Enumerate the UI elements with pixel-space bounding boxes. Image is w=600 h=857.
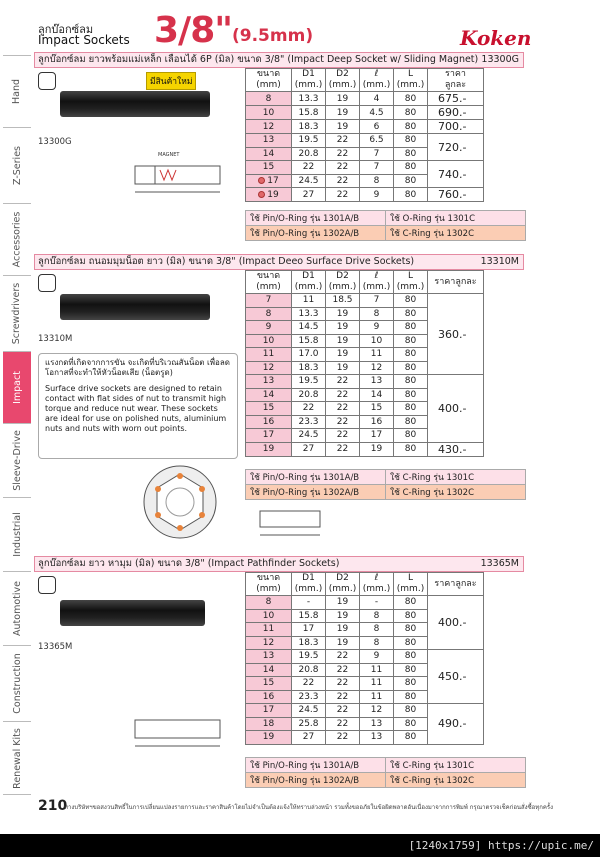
dimension-cell: 19 [326,334,360,348]
dimension-cell: 17.0 [292,348,326,362]
dimension-cell: 19 [326,106,360,120]
page-number: 210 [38,798,68,814]
dimension-cell: 13 [360,375,394,389]
socket-size-cell: 8 [246,307,292,321]
dimension-cell: 18.3 [292,361,326,375]
dimension-cell: 19 [326,92,360,106]
oring-table-3 [245,757,526,788]
oring-row [246,485,526,500]
dimension-cell: 22 [326,663,360,677]
dimension-cell: 19 [326,348,360,362]
socket-image-13310m [60,294,210,320]
dimension-cell: 22 [326,677,360,691]
dimension-cell: 15.8 [292,609,326,623]
dimension-cell: 80 [394,636,428,650]
socket-size-cell: 16 [246,415,292,429]
pathfinder-icon [38,576,56,594]
oring-cell: ใช้ C-Ring รุ่น 1302C [386,485,526,500]
tab-construction[interactable]: Construction [3,645,31,721]
dimension-cell: 19.5 [292,650,326,664]
dimension-cell: 11 [360,690,394,704]
dimension-cell: 15.8 [292,106,326,120]
price-cell: 400.- [428,596,484,650]
dimension-cell: 80 [394,294,428,308]
dimension-cell: 19 [326,636,360,650]
col-price: ราคาลูกละ [428,271,484,294]
dimension-cell: 80 [394,106,428,120]
dimension-cell: 22 [326,147,360,161]
dimension-cell: 19.5 [292,134,326,148]
dimension-cell: 14 [360,388,394,402]
oring-cell: ใช้ C-Ring รุ่น 1302C [386,226,526,241]
section-1-code: 13300G [481,54,519,65]
socket-size-cell: 15 [246,161,292,175]
dimension-cell: 80 [394,442,428,456]
dimension-cell: 22 [326,704,360,718]
dimension-cell: 16 [360,415,394,429]
dimension-cell: 13 [360,717,394,731]
header-title-en: Impact Sockets [38,33,130,47]
dimension-cell: 6 [360,120,394,134]
dimension-cell: 80 [394,717,428,731]
dimension-cell: 19 [326,361,360,375]
oring-cell: ใช้ O-Ring รุ่น 1301C [386,211,526,226]
dimension-cell: 10 [360,334,394,348]
tab-automotive[interactable]: Automotive [3,571,31,645]
dimension-cell: 80 [394,429,428,443]
dimension-cell: 8 [360,174,394,188]
price-cell: 490.- [428,704,484,745]
dimension-cell: 8 [360,609,394,623]
socket-size-cell: 11 [246,623,292,637]
oring-cell: ใช้ C-Ring รุ่น 1301C [386,758,526,773]
col-d2: D2 (mm.) [326,69,360,92]
dimension-cell: 22 [326,731,360,745]
dimension-cell: 80 [394,663,428,677]
table-row [246,92,484,106]
hex-6p-icon [38,72,56,90]
dimension-cell: 22 [292,402,326,416]
dimension-cell: 12 [360,704,394,718]
col-l-small: ℓ (mm.) [360,271,394,294]
section-3-code: 13365M [480,558,519,569]
col-d2: D2 (mm.) [326,573,360,596]
dimension-cell: 22 [326,134,360,148]
dimension-cell: 80 [394,596,428,610]
socket-size-cell: 13 [246,375,292,389]
dimension-cell: 27 [292,731,326,745]
socket-size-cell: 17 [246,429,292,443]
price-cell: 690.- [428,106,484,120]
dimension-cell: 80 [394,690,428,704]
dimension-cell: 22 [326,188,360,202]
tab-screwdrivers[interactable]: Screwdrivers [3,275,31,351]
socket-size-cell: 19 [246,731,292,745]
dimension-cell: 18.5 [326,294,360,308]
category-tabs [3,55,31,795]
dimension-cell: 19 [326,307,360,321]
socket-size-cell: 12 [246,636,292,650]
col-d2: D2 (mm.) [326,271,360,294]
dimension-cell: 19 [326,596,360,610]
dimension-cell: 80 [394,375,428,389]
table-row [246,294,484,308]
socket-size-cell: 12 [246,361,292,375]
dimension-cell: 19 [360,442,394,456]
price-cell: 760.- [428,188,484,202]
col-l-large: L (mm.) [394,271,428,294]
price-cell: 720.- [428,134,484,161]
dimension-cell: 17 [292,623,326,637]
dimension-cell: 22 [326,429,360,443]
dimension-cell: 19 [326,321,360,335]
dimension-cell: 80 [394,704,428,718]
dimension-cell: 22 [326,375,360,389]
dimension-cell: 4 [360,92,394,106]
dimension-cell: 22 [326,717,360,731]
table-row [246,704,484,718]
tab-impact[interactable]: Impact [3,351,31,423]
dimension-cell: 15 [360,402,394,416]
dimension-cell: 80 [394,174,428,188]
dimension-cell: 22 [326,388,360,402]
dimension-cell: 14.5 [292,321,326,335]
dimension-cell: 9 [360,188,394,202]
oring-cell: ใช้ C-Ring รุ่น 1302C [386,773,526,788]
dimension-cell: 18.3 [292,120,326,134]
dimension-cell: 15.8 [292,334,326,348]
oring-cell: ใช้ Pin/O-Ring รุ่น 1301A/B [246,211,386,226]
oring-cell: ใช้ Pin/O-Ring รุ่น 1301A/B [246,758,386,773]
socket-size-cell: 8 [246,92,292,106]
dimension-cell: 80 [394,731,428,745]
section-2-code: 13310M [480,256,519,267]
disclaimer: ทางบริษัทฯขอสงวนสิทธิ์ในการเปลี่ยนแปลงรายการและราคาสินค้าโดยไม่จำเป็นต้องแจ้งให้ทราบล่วงหน้า รวมทั้งขออภัยในข้อผิดพลาดอันเนื่องมาจากการพิมพ์ กรุณาตรวจเช็คก่อนสั่งซื้อทุกครั้ง [64,804,554,811]
dimension-cell: 13.3 [292,92,326,106]
table-row [246,596,484,610]
table-row [246,188,484,202]
dimension-cell: 22 [326,415,360,429]
socket-size-cell: 10 [246,106,292,120]
dimension-cell: 22 [292,161,326,175]
image-code-label: 13365M [38,642,73,652]
section-2-title: ลูกบ๊อกซ์ลม ถนอมมุมน็อต ยาว (มิล) ขนาด 3/8" (Impact Deeo Surface Drive Sockets) 13310M [34,254,524,270]
spec-table-1 [245,68,484,202]
socket-size-cell: 7 [246,294,292,308]
col-d1: D1 (mm.) [292,69,326,92]
socket-size-cell: 10 [246,334,292,348]
socket-size-cell: 19 [246,188,292,202]
oring-table-1 [245,210,526,241]
table-row [246,134,484,148]
dimension-cell: 11 [360,677,394,691]
socket-size-cell: 17 [246,704,292,718]
socket-size-cell: 14 [246,147,292,161]
price-cell: 450.- [428,650,484,704]
surface-drive-cross-section [140,462,220,542]
dimension-cell: 8 [360,307,394,321]
socket-size-cell: 12 [246,120,292,134]
dimension-cell: 24.5 [292,704,326,718]
dimension-cell: 7 [360,294,394,308]
socket-size-cell: 17 [246,174,292,188]
table-row [246,375,484,389]
dimension-cell: 20.8 [292,388,326,402]
dimension-cell: 18.3 [292,636,326,650]
oring-row [246,211,526,226]
surface-drive-note: แรงกดที่เกิดจากการขัน จะเกิดที่บริเวณสันน็อต เพื่อลดโอกาสที่จะทำให้หัวน็อตเสีย (น็อตรูด) Surface drive sockets are designed to retain contact with flat sides of nut to transmit high torque and reduce nut wear. These sockets are ideal for use on polished nuts, aluminium nuts and nuts with worn out points. [38,353,238,459]
col-size: ขนาด (mm) [246,271,292,294]
col-size: ขนาด (mm) [246,573,292,596]
image-code-label: 13300G [38,137,72,147]
dimension-cell: 20.8 [292,663,326,677]
dimension-cell: 22 [326,442,360,456]
col-l-large: L (mm.) [394,573,428,596]
dimension-cell: 25.8 [292,717,326,731]
table-row [246,161,484,175]
socket-size-cell: 15 [246,402,292,416]
dimension-cell: 7 [360,147,394,161]
dimension-cell: 7 [360,161,394,175]
table-row [246,106,484,120]
socket-size-cell: 13 [246,134,292,148]
dimension-cell: 20.8 [292,147,326,161]
dimension-cell: 27 [292,442,326,456]
spec-table-3 [245,572,484,745]
socket-size-cell: 14 [246,663,292,677]
col-size: ขนาด (mm) [246,69,292,92]
oring-cell: ใช้ Pin/O-Ring รุ่น 1302A/B [246,485,386,500]
dimension-cell: - [360,596,394,610]
dimension-cell: 80 [394,677,428,691]
dimension-cell: 22 [326,161,360,175]
dimension-cell: 13 [360,731,394,745]
socket-size-cell: 14 [246,388,292,402]
dimension-cell: 80 [394,623,428,637]
oring-row [246,470,526,485]
oring-row [246,758,526,773]
dimension-cell: 22 [326,402,360,416]
dimension-cell: - [292,596,326,610]
dimension-cell: 23.3 [292,690,326,704]
dimension-cell: 13.3 [292,307,326,321]
socket-size-cell: 16 [246,690,292,704]
socket-size-cell: 9 [246,321,292,335]
dimension-cell: 17 [360,429,394,443]
dimension-cell: 12 [360,361,394,375]
header-size-mm: (9.5mm) [232,26,314,46]
table-row [246,650,484,664]
section-1-title: ลูกบ๊อกซ์ลม ยาวพร้อมแม่เหล็ก เลื่อนได้ 6P (มิล) ขนาด 3/8" (Impact Deep Socket w/ Sliding Magnet) 13300G [34,52,524,68]
col-l-small: ℓ (mm.) [360,69,394,92]
tab-sleeve-drive[interactable]: Sleeve-Drive [3,423,31,497]
dimension-cell: 80 [394,120,428,134]
dimension-diagram-1 [125,158,235,198]
dimension-cell: 22 [326,650,360,664]
section-3-title: ลูกบ๊อกซ์ลม ยาว หามุม (มิล) ขนาด 3/8" (Impact Pathfinder Sockets) 13365M [34,556,524,572]
tab-industrial[interactable]: Industrial [3,497,31,571]
new-product-badge: มีสินค้าใหม่ [146,72,196,90]
dimension-cell: 80 [394,361,428,375]
socket-size-cell: 13 [246,650,292,664]
col-d1: D1 (mm.) [292,271,326,294]
oring-row [246,226,526,241]
dimension-cell: 80 [394,388,428,402]
surface-drive-icon [38,274,56,292]
dimension-cell: 80 [394,188,428,202]
dimension-cell: 19 [326,120,360,134]
dimension-cell: 80 [394,609,428,623]
dimension-cell: 24.5 [292,429,326,443]
table-row [246,442,484,456]
dimension-cell: 8 [360,623,394,637]
price-cell: 700.- [428,120,484,134]
dimension-cell: 80 [394,334,428,348]
tab-z-series[interactable]: Z-Series [3,127,31,203]
dimension-cell: 11 [360,663,394,677]
dimension-cell: 11 [292,294,326,308]
image-size-caption: [1240x1759] https://upic.me/ [0,834,600,857]
new-size-dot-icon [258,177,265,184]
dimension-cell: 27 [292,188,326,202]
table-row [246,120,484,134]
oring-cell: ใช้ Pin/O-Ring รุ่น 1302A/B [246,773,386,788]
socket-size-cell: 8 [246,596,292,610]
spec-table-2 [245,270,484,457]
dimension-cell: 80 [394,348,428,362]
new-size-dot-icon [258,191,265,198]
col-l-small: ℓ (mm.) [360,573,394,596]
dimension-cell: 11 [360,348,394,362]
socket-size-cell: 15 [246,677,292,691]
socket-image-13365m [60,600,205,626]
socket-size-cell: 19 [246,442,292,456]
price-cell: 675.- [428,92,484,106]
socket-image-13300g [60,91,210,117]
socket-size-cell: 18 [246,717,292,731]
col-price: ราคาลูกละ [428,573,484,596]
dimension-cell: 80 [394,402,428,416]
dimension-cell: 22 [292,677,326,691]
col-l-large: L (mm.) [394,69,428,92]
dimension-cell: 19 [326,623,360,637]
image-code-label: 13310M [38,334,73,344]
dimension-cell: 22 [326,174,360,188]
tab-renewal-kits[interactable]: Renewal Kits [3,721,31,795]
dimension-cell: 6.5 [360,134,394,148]
dimension-diagram-2 [240,505,330,541]
dimension-cell: 24.5 [292,174,326,188]
oring-cell: ใช้ Pin/O-Ring รุ่น 1302A/B [246,226,386,241]
dimension-cell: 80 [394,134,428,148]
price-cell: 400.- [428,375,484,443]
tab-hand[interactable]: Hand [3,55,31,127]
oring-cell: ใช้ C-Ring รุ่น 1301C [386,470,526,485]
magnet-label: MAGNET [158,152,180,158]
dimension-cell: 80 [394,650,428,664]
socket-size-cell: 11 [246,348,292,362]
oring-cell: ใช้ Pin/O-Ring รุ่น 1301A/B [246,470,386,485]
dimension-cell: 9 [360,650,394,664]
col-d1: D1 (mm.) [292,573,326,596]
oring-row [246,773,526,788]
dimension-cell: 22 [326,690,360,704]
dimension-cell: 8 [360,636,394,650]
price-cell: 360.- [428,294,484,375]
price-cell: 740.- [428,161,484,188]
dimension-cell: 80 [394,321,428,335]
header-size: 3/8" [154,10,233,51]
dimension-cell: 80 [394,161,428,175]
dimension-cell: 4.5 [360,106,394,120]
header-title-th: ลูกบ๊อกซ์ลม [38,23,94,36]
socket-size-cell: 10 [246,609,292,623]
dimension-cell: 80 [394,415,428,429]
dimension-cell: 19 [326,609,360,623]
dimension-cell: 23.3 [292,415,326,429]
tab-accessories[interactable]: Accessories [3,203,31,275]
dimension-cell: 80 [394,92,428,106]
price-cell: 430.- [428,442,484,456]
dimension-cell: 19.5 [292,375,326,389]
dimension-diagram-3 [125,712,235,752]
dimension-cell: 80 [394,307,428,321]
brand-logo: Koken [460,26,532,50]
dimension-cell: 9 [360,321,394,335]
oring-table-2 [245,469,526,500]
dimension-cell: 80 [394,147,428,161]
col-price: ราคา ลูกละ [428,69,484,92]
